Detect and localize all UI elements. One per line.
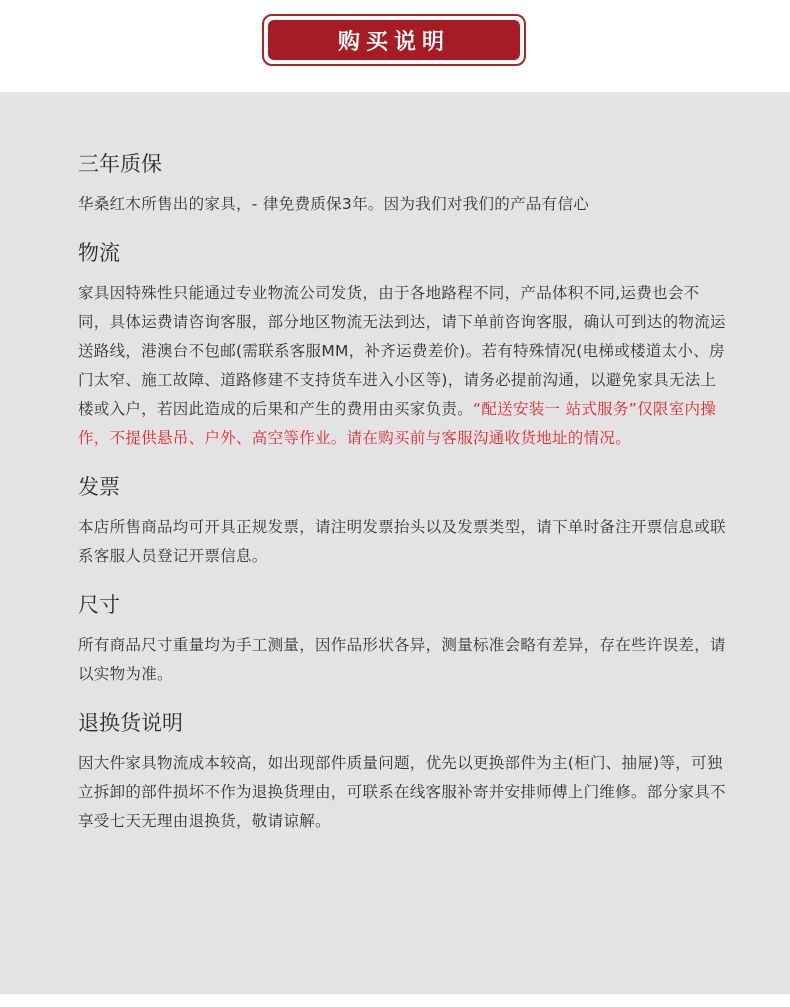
section-logistics: [78, 239, 728, 453]
section-heading: 三年质保: [78, 152, 162, 176]
section-warranty: [78, 150, 728, 219]
section-heading: 尺寸: [78, 593, 120, 617]
logistics-text: 家具因特殊性只能通过专业物流公司发货，由于各地路程不同，产品体积不同,运费也会不同，具体运费请咨询客服，部分地区物流无法到达，请下单前咨询客服，确认可到达的物流运送路线，港澳台不包邮(需联系客服MM，补齐运费差价)。若有特殊情况(电梯或楼道太小、房门太窄、施工故障、道路修建不支持货车进入小区等)，请务必提前沟通，以避免家具无法上楼或入户，若因此造成的后果和产生的费用由买家负责。: [78, 284, 726, 418]
footer-strip: [0, 994, 790, 1007]
section-size: [78, 591, 728, 689]
section-text: 因大件家具物流成本较高，如出现部件质量问题，优先以更换部件为主(柜门、抽屉)等，可独立拆卸的部件损坏不作为退换货理由，可联系在线客服补寄并安排师傅上门维修。部分家具不享受七天无理由退换货，敬请谅解。: [78, 754, 726, 830]
section-text: [78, 279, 728, 453]
section-text: 所有商品尺寸重量均为手工测量，因作品形状各异，测量标准会略有差异，存在些许误差，请以实物为准。: [78, 636, 726, 683]
section-heading: 退换货说明: [78, 711, 183, 735]
logistics-notice: “配送安装一 站式服务”仅限室内操作，不提供悬吊、户外、高空等作业。请在购买前与客服沟通收货地址的情况。: [78, 400, 717, 447]
content: [78, 150, 728, 856]
section-returns: [78, 709, 728, 836]
header: [0, 0, 790, 92]
section-heading: 物流: [78, 241, 120, 265]
section-text: 本店所售商品均可开具正规发票，请注明发票抬头以及发票类型，请下单时备注开票信息或联系客服人员登记开票信息。: [78, 518, 726, 565]
title-banner: [262, 14, 526, 66]
banner-title: 购买说明: [268, 20, 520, 60]
section-text: 华桑红木所售出的家具，- 律免费质保3年。因为我们对我们的产品有信心: [78, 195, 590, 213]
section-invoice: [78, 473, 728, 571]
section-heading: 发票: [78, 475, 120, 499]
